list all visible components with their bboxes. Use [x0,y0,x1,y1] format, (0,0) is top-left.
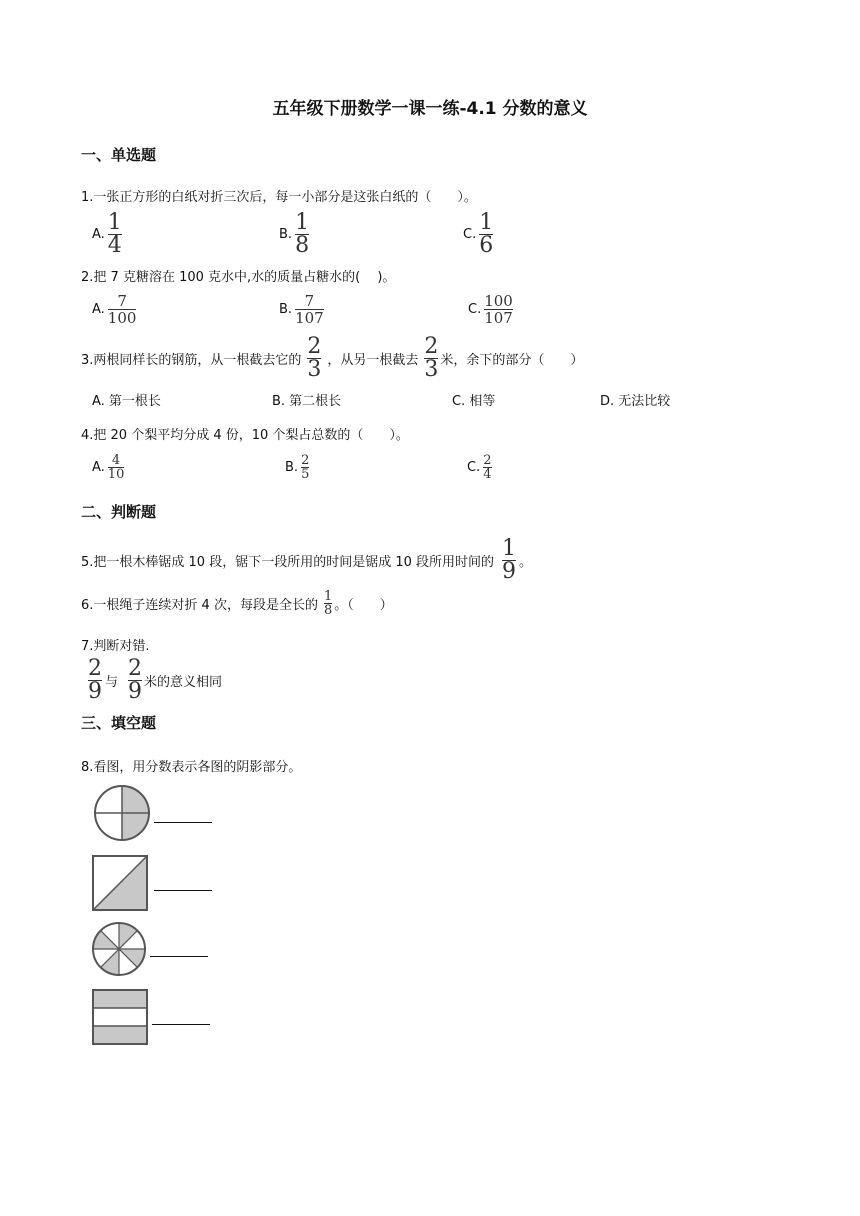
question-1-text: 1.一张正方形的白纸对折三次后，每一小部分是这张白纸的（ ）。 [81,190,477,205]
question-6-end: 。（ ） [334,598,393,613]
option-label: C. [463,227,477,242]
option-label: B. [279,302,293,317]
question-2-text: 2.把 7 克糖溶在 100 克水中,水的质量占糖水的( )。 [81,270,396,285]
option-label: B. [279,227,293,242]
answer-blank-2[interactable] [154,878,212,891]
question-3-text-3: 米，余下的部分（ ） [440,353,584,368]
answer-blank-3[interactable] [150,944,208,957]
fraction: $\frac{2}{3}$ [307,334,322,382]
page-title: 五年级下册数学一课一练-4.1 分数的意义 [272,99,588,119]
fraction: $\frac{1}{8}$ [323,589,333,618]
fraction: $\frac{1}{4}$ [107,210,122,258]
option-label: C. [468,302,482,317]
question-5-end: 。 [519,555,533,570]
q3-option-b[interactable]: B. 第二根长 [272,394,342,409]
question-3-text-1: 3.两根同样长的钢筋，从一根截去它的 [81,353,302,368]
q4-option-b[interactable] [285,454,312,481]
question-8-text: 8.看图，用分数表示各图的阴影部分。 [81,760,302,775]
section-heading-single-choice: 一、单选题 [81,146,157,164]
circle-eighths-figure [90,920,148,978]
question-6-text: 6.一根绳子连续对折 4 次，每段是全长的 [81,598,318,613]
q4-option-c[interactable] [467,454,495,481]
fraction: $\frac{2}{3}$ [424,334,439,382]
q2-option-a[interactable] [92,293,139,326]
section-heading-fill-blank: 三、填空题 [81,714,157,732]
fraction: $\frac{1}{8}$ [295,210,310,258]
fraction: $\frac{2}{9}$ [128,656,143,704]
circle-quarters-figure [91,784,153,842]
question-7-text: 7.判断对错. [81,639,150,654]
fraction: $\frac{2}{5}$ [301,453,310,482]
rectangle-thirds-figure [91,988,149,1046]
option-label: B. [285,460,299,475]
option-label: A. [92,460,105,475]
q3-option-a[interactable]: A. 第一根长 [92,394,161,409]
question-7-statement [88,658,222,703]
fraction: $\frac{2}{4}$ [483,453,492,482]
fraction: $\frac{1}{6}$ [479,210,494,258]
option-label: A. [92,227,105,242]
fraction: $\frac{7}{100}$ [107,292,137,327]
question-5 [81,538,532,583]
q4-option-a[interactable] [92,454,127,481]
question-4-text: 4.把 20 个梨平均分成 4 份，10 个梨占总数的（ ）。 [81,428,409,443]
fraction: $\frac{4}{10}$ [107,453,125,482]
answer-blank-1[interactable] [154,810,212,823]
option-label: C. [467,460,481,475]
question-3-text-2: ，从另一根截去 [327,353,419,368]
q2-option-c[interactable] [468,293,516,326]
section-heading-true-false: 二、判断题 [81,503,157,521]
q3-option-c[interactable]: C. 相等 [452,394,496,409]
question-7-end: 米的意义相同 [144,675,223,690]
q1-option-c[interactable] [463,212,496,257]
question-7-mid: 与 [105,675,119,690]
fraction: $\frac{100}{107}$ [484,292,513,327]
square-diagonal-figure [91,854,149,912]
answer-blank-4[interactable] [152,1012,210,1025]
fraction: $\frac{7}{107}$ [295,292,324,327]
q1-option-a[interactable] [92,212,125,257]
option-label: A. [92,302,105,317]
question-5-text: 5.把一根木棒锯成 10 段，锯下一段所用的时间是锯成 10 段所用时间的 [81,555,495,570]
question-3 [81,336,583,381]
q1-option-b[interactable] [279,212,312,257]
q3-option-d[interactable]: D. 无法比较 [600,394,671,409]
q2-option-b[interactable] [279,293,327,326]
fraction: $\frac{2}{9}$ [88,656,102,704]
fraction: $\frac{1}{9}$ [502,536,517,584]
question-6 [81,590,393,617]
